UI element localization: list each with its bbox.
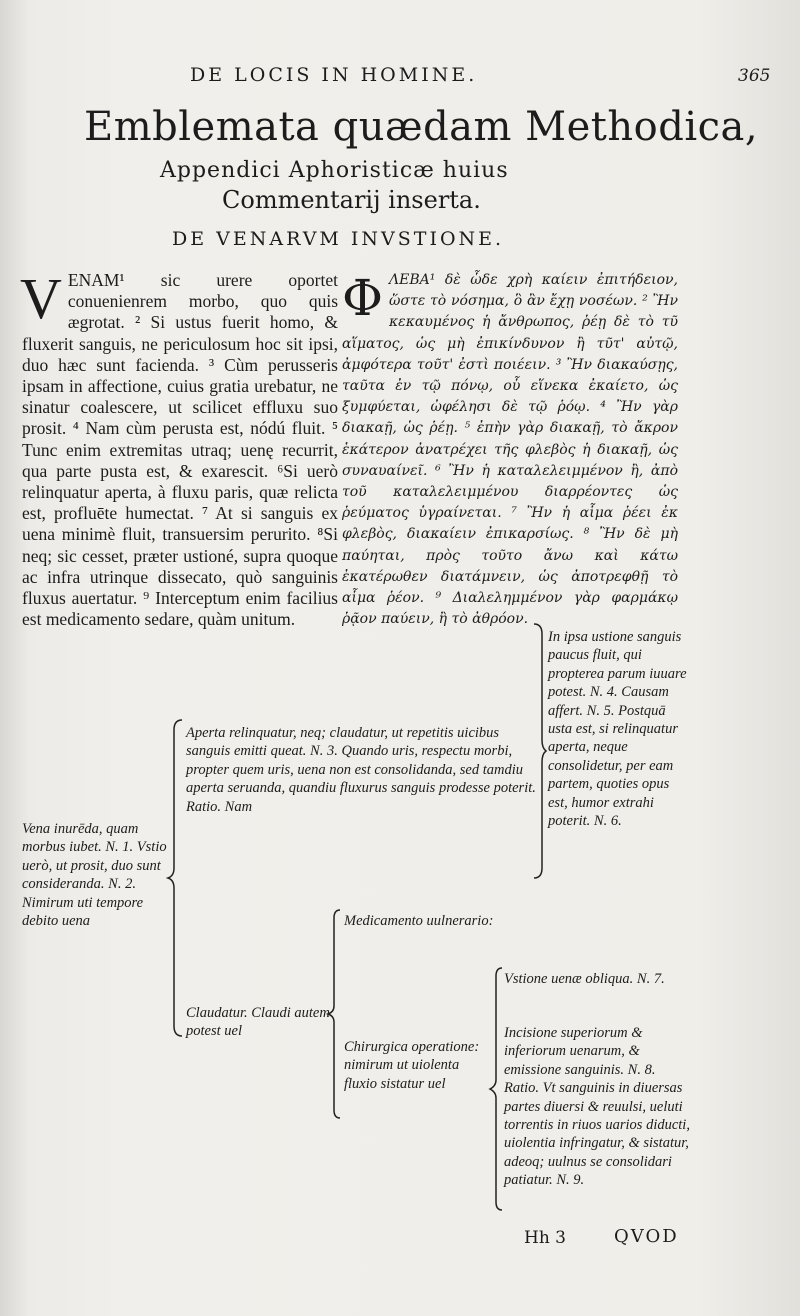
scheme-aperta: Aperta relinquatur, neq; claudatur, ut repetitis uicibus sanguis emitti queat. N. 3. Quando uris, respectu morbi, propter quem uris, uena non est consolidanda, sed tamdiu aperta seruanda, quandiu fluxurus sanguis prodesse poterit. Ratio. Nam bbox=[186, 725, 536, 815]
main-brace-icon bbox=[166, 718, 186, 1038]
greek-column bbox=[342, 270, 678, 630]
greek-dropcap: Φ bbox=[342, 269, 383, 327]
running-header: DE LOCIS IN HOMINE. bbox=[190, 64, 478, 86]
latin-dropcap: V bbox=[20, 266, 62, 331]
scheme-claudatur: Claudatur. Claudi autem potest uel bbox=[186, 1005, 330, 1040]
catchword: QVOD bbox=[614, 1226, 679, 1247]
scheme-chirurgica: Chirurgica operatione: nimirum ut uiolenta fluxio sistatur uel bbox=[344, 1039, 480, 1092]
latin-column bbox=[20, 266, 338, 630]
scheme-vstione: Vstione uenæ obliqua. N. 7. bbox=[504, 971, 665, 987]
claudatur-brace-icon bbox=[326, 908, 344, 1120]
scheme-in-ipsa: In ipsa ustione sanguis paucus fluit, qui propterea parum iuuare potest. N. 4. Causam affert. N. 5. Postquā usta est, si relinquatur aperta, neque consolidetur, per eam partem, quoties opus est, humor extrahi poterit. N. 6. bbox=[548, 629, 687, 830]
aperta-brace-icon bbox=[530, 622, 548, 880]
section-heading: DE VENARVM INVSTIONE. bbox=[172, 228, 505, 250]
greek-text: ΛΕΒΑ¹ δὲ ὧδε χρὴ καίειν ἐπιτήδειον, ὥστε τὸ νόσημα, ὃ ἂν ἔχῃ νοσέων. ² Ἢν κεκαυμένος ἡ ἄνθρωπος, ῥέῃ δὲ τὸ τῦ αἵματος, ὡς μὴ ἐπικίνδυνον ἢ τῦτ' αὐτῷ, ἀμφότερα τοῦτ' ἐστὶ ποιέειν. ³ Ἢν διακαύσῃς, ταῦτα ἐν τῷ πόνῳ, οὗ εἵνεκα ἐκαίετο, ὡς ξυμφύεται, ὠφέλησι δὲ τῷ ῥόῳ. ⁴ Ἢν γὰρ διακαῇ, ὡς ῥέῃ. ⁵ ἐπὴν γὰρ διακαῇ, τὸ ἄκρον ἑκάτερον ἀνατρέχει τῆς φλεβὸς ἡ διακαῇ, ὡς συναυαίνεῖ. ⁶ Ἢν ἡ καταλελειμμένον ἢ, ἀπὸ τοῦ καταλελειμμένου διαρρέοντες ὡς ῥεύματος ὑγραίνεται. ⁷ Ἢν ἡ αἷμα ῥέει ἐκ φλεβὸς, διακαίειν ἐπικαρσίως. ⁸ Ἢν δὲ μὴ παύηται, πρὸς τοῦτο ἄνω καὶ κάτω ἑκατέρωθεν διατάμνειν, ὡς ἀποτρεφθῇ τὸ αἷμα ῥέον. ⁹ Διαλελημμένον γὰρ φαρμάκῳ ῥᾷον παύειν, ἢ τὸ ἀθρόον. bbox=[342, 272, 678, 628]
scheme-medicamento: Medicamento uulnerario: bbox=[344, 913, 494, 929]
signature-mark: Hh 3 bbox=[524, 1228, 566, 1248]
page-title: Emblemata quædam Methodica, bbox=[84, 104, 759, 150]
subtitle-line-1: Appendici Aphoristicæ huius bbox=[160, 158, 509, 183]
subtitle-line-2: Commentarij inserta. bbox=[222, 186, 481, 214]
page-number: 365 bbox=[738, 66, 771, 86]
latin-text: ENAM¹ sic urere oportet conuenienrem morbo, quo quis ægrotat. ² Si ustus fuerit homo, & fluxerit sanguis, ne periculosum hoc sit ipsi, duo hæc sunt facienda. ³ Cùm perusseris ipsam in affectione, cuius gratia urebatur, ne sinatur coalescere, ut scilicet effluxu suo prosit. ⁴ Nam cùm perusta est, nódú fluit. ⁵ Tunc enim extremitas utraq; uenę recurrit, qua parte pusta est, & exarescit. ⁶Si uerò relinquatur aperta, à fluxu paris, quæ relicta est, profluēte humectat. ⁷ At si sanguis ex uena minimè fluit, transuersim perurito. ⁸Si neq; sic cesset, præter ustioné, supra quoque ac infra utrinque dissecato, quò sanguinis fluxus auertatur. ⁹ Interceptum enim facilius est medicamento sedare, quàm unitum. bbox=[22, 270, 338, 630]
scheme-vena-root: Vena inurēda, quam morbus iubet. N. 1. Vstio uerò, ut prosit, duo sunt consideranda. N. 2. Nimirum uti tempore debito uena bbox=[22, 821, 167, 930]
scheme-incisione: Incisione superiorum & inferiorum uenarum, & emissione sanguinis. N. 8. Ratio. Vt sanguinis in diuersas partes diuersi & reuulsi, ueluti torrentis in riuos uarios diducti, uiolentia infringatur, & sistatur, adeoq; uulnus se consolidari patiatur. N. 9. bbox=[504, 1025, 690, 1189]
